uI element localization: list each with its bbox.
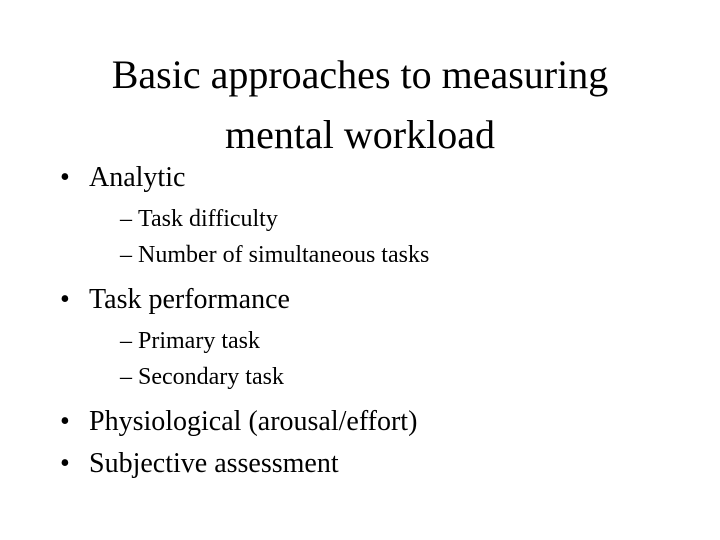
sub-list-task-performance (117, 323, 700, 395)
bullet-label: Physiological (arousal/effort) (89, 406, 418, 437)
bullet-icon: • (60, 284, 70, 315)
sub-list-analytic (117, 201, 700, 273)
bullet-item-task-performance (60, 279, 700, 321)
dash-icon: – (120, 242, 132, 268)
slide-title-line-2: mental workload (225, 112, 495, 157)
bullet-item-analytic (60, 157, 700, 199)
bullet-icon: • (60, 162, 70, 193)
dash-icon: – (120, 364, 132, 390)
sub-item-secondary-task (117, 359, 700, 395)
bullet-icon: • (60, 448, 70, 479)
bullet-item-physiological (60, 401, 700, 443)
bullet-icon: • (60, 406, 70, 437)
sub-item-label: Number of simultaneous tasks (138, 242, 430, 268)
dash-icon: – (120, 328, 132, 354)
sub-item-label: Secondary task (138, 364, 284, 390)
bullet-label: Task performance (89, 284, 290, 315)
sub-item-simultaneous-tasks (117, 237, 700, 273)
sub-item-label: Task difficulty (138, 206, 278, 232)
sub-item-task-difficulty (117, 201, 700, 237)
bullet-list (60, 157, 700, 485)
sub-item-primary-task (117, 323, 700, 359)
bullet-label: Analytic (89, 162, 186, 193)
slide-title-line-1: Basic approaches to measuring (111, 52, 609, 97)
bullet-label: Subjective assessment (89, 448, 339, 479)
bullet-item-subjective (60, 443, 700, 485)
sub-item-label: Primary task (138, 328, 260, 354)
slide-title (0, 45, 720, 165)
dash-icon: – (120, 206, 132, 232)
